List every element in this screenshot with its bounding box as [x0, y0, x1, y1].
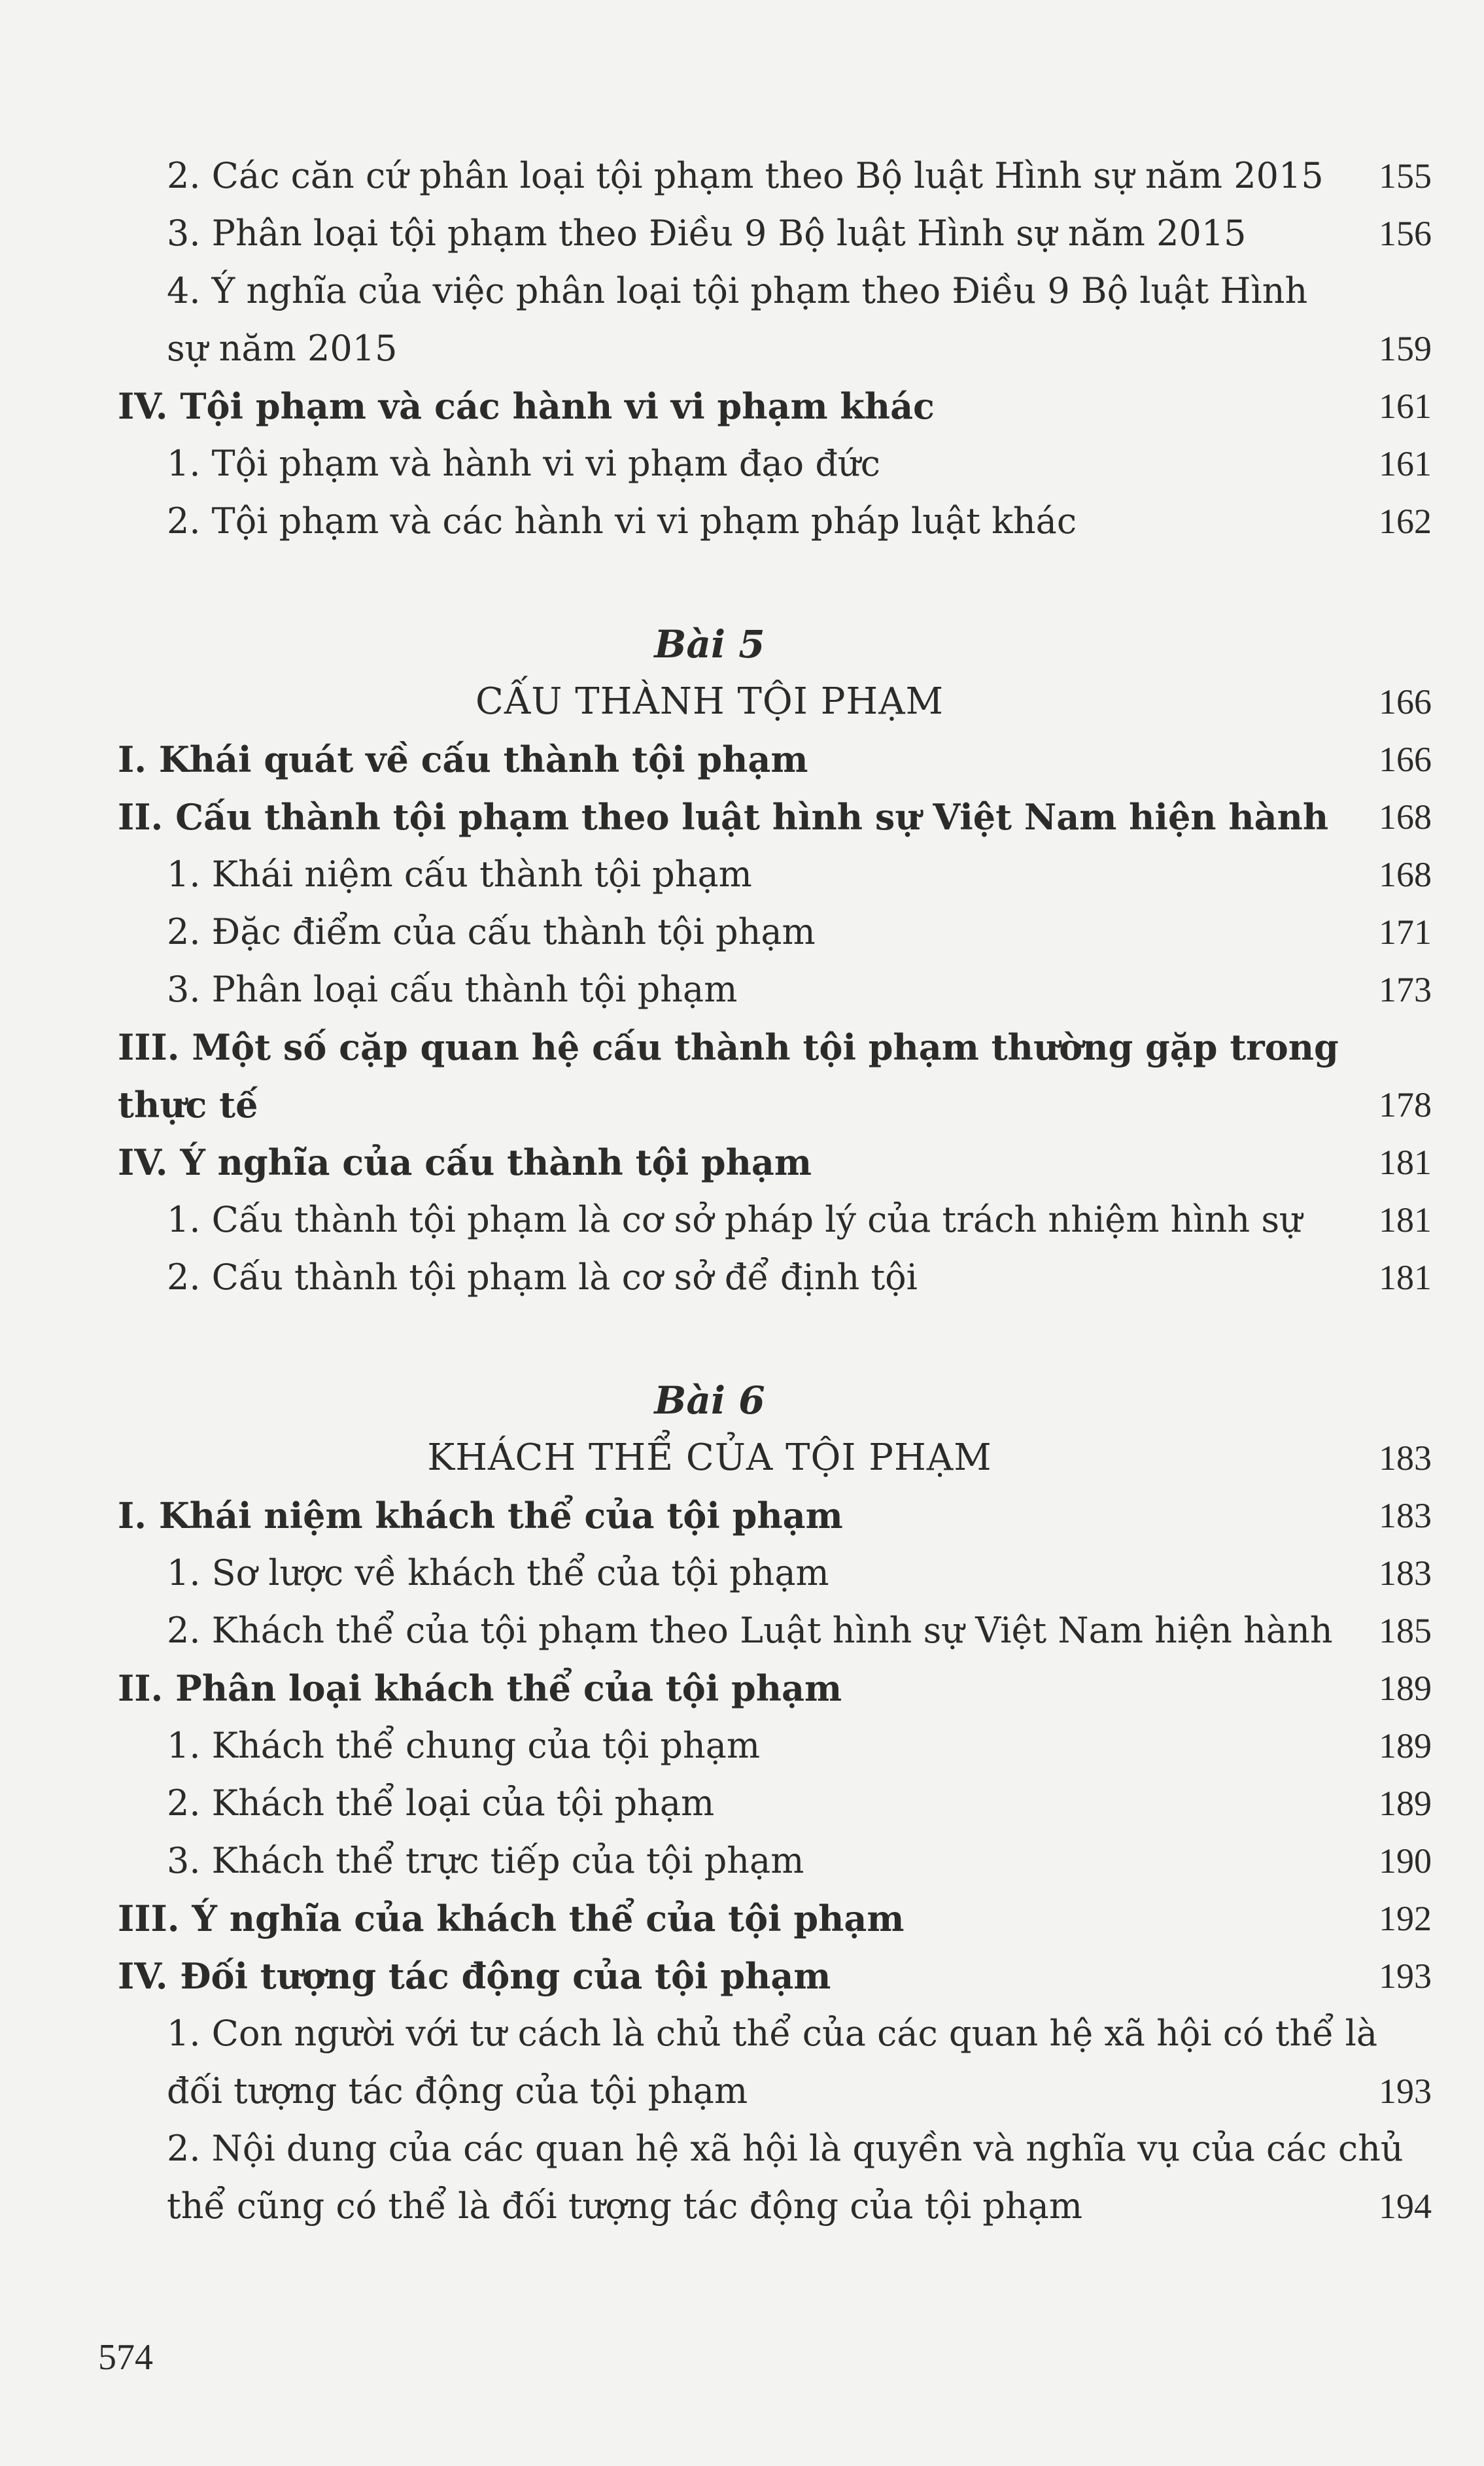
- toc-entry-text: I. Khái niệm khách thể của tội phạm: [118, 1495, 843, 1537]
- toc-entry-text: 1. Cấu thành tội phạm là cơ sở pháp lý của trách nhiệm hình sự: [167, 1199, 1302, 1240]
- toc-entry-text: 3. Phân loại cấu thành tội phạm: [167, 969, 738, 1010]
- toc-subentry: [118, 2005, 1432, 2062]
- toc-page-number: 178: [1379, 1085, 1432, 1124]
- toc-entry-text: II. Phân loại khách thể của tội phạm: [118, 1667, 842, 1709]
- lesson-label: Bài 5: [654, 622, 765, 667]
- toc-entry-text: III. Ý nghĩa của khách thể của tội phạm: [118, 1898, 905, 1939]
- toc-page-number: 162: [1379, 502, 1432, 541]
- toc-entry-text: II. Cấu thành tội phạm theo luật hình sự Việt Nam hiện hành: [118, 796, 1329, 838]
- toc-entry-text: 1. Tội phạm và hành vi vi phạm đạo đức: [167, 443, 880, 484]
- toc-subentry: [118, 1191, 1432, 1249]
- toc-entry-text: 2. Các căn cứ phân loại tội phạm theo Bộ luật Hình sự năm 2015: [167, 155, 1324, 196]
- toc-page-number: 185: [1379, 1611, 1432, 1650]
- toc-subentry: [118, 1775, 1432, 1832]
- toc-entry-text: IV. Đối tượng tác động của tội phạm: [118, 1955, 831, 1997]
- toc-entry-text: 2. Cấu thành tội phạm là cơ sở để định tội: [167, 1257, 918, 1298]
- toc-entry-text: IV. Tội phạm và các hành vi vi phạm khác: [118, 385, 935, 427]
- toc-subentry: [118, 1544, 1432, 1602]
- toc-subentry: [118, 1602, 1432, 1659]
- toc-heading-entry: [118, 1487, 1432, 1544]
- toc-entry-text: thể cũng có thể là đối tượng tác động của tội phạm: [167, 2185, 1083, 2227]
- lesson-page-number: 166: [1379, 682, 1432, 721]
- toc-entry-text: 3. Phân loại tội phạm theo Điều 9 Bộ luật Hình sự năm 2015: [167, 213, 1247, 254]
- toc-entry-text: IV. Ý nghĩa của cấu thành tội phạm: [118, 1141, 812, 1183]
- toc-entry-text: 1. Khái niệm cấu thành tội phạm: [167, 854, 752, 895]
- toc-entry-text: 2. Tội phạm và các hành vi vi phạm pháp luật khác: [167, 500, 1077, 542]
- toc-page-number: 166: [1379, 740, 1432, 779]
- toc-subentry: [118, 961, 1432, 1018]
- toc-page-number: 190: [1379, 1841, 1432, 1881]
- lesson-title-row: [118, 1429, 1432, 1487]
- toc-subentry: [118, 435, 1432, 493]
- lesson-label: Bài 6: [654, 1378, 765, 1423]
- toc-entry-text: I. Khái quát về cấu thành tội phạm: [118, 738, 808, 780]
- toc-subentry: [118, 262, 1432, 320]
- toc-heading-entry: [118, 377, 1432, 435]
- toc-subentry: [118, 1832, 1432, 1890]
- toc-heading-entry: [118, 788, 1432, 846]
- lesson-title: CẤU THÀNH TỘI PHẠM: [475, 680, 944, 723]
- toc-subentry: [118, 320, 1432, 377]
- toc-page-number: 159: [1379, 329, 1432, 368]
- toc-subentry: [118, 2120, 1432, 2178]
- toc-page-number: 168: [1379, 855, 1432, 894]
- toc-page-number: 189: [1379, 1784, 1432, 1823]
- toc-heading-entry: [118, 1890, 1432, 1947]
- toc-entry-text: 2. Đặc điểm của cấu thành tội phạm: [167, 911, 816, 952]
- toc-entry-text: sự năm 2015: [167, 328, 398, 369]
- toc-page-number: 181: [1379, 1200, 1432, 1240]
- lesson-title: KHÁCH THỂ CỦA TỘI PHẠM: [427, 1436, 992, 1479]
- lesson-page-number: 183: [1379, 1438, 1432, 1478]
- toc-entry-text: 4. Ý nghĩa của việc phân loại tội phạm theo Điều 9 Bộ luật Hình: [167, 270, 1308, 311]
- toc-entry-text: 2. Nội dung của các quan hệ xã hội là quyền và nghĩa vụ của các chủ: [167, 2128, 1404, 2169]
- toc-subentry: [118, 2062, 1432, 2120]
- toc-subentry: [118, 1717, 1432, 1775]
- toc-page-number: 189: [1379, 1726, 1432, 1765]
- toc-subentry: [118, 147, 1432, 205]
- toc-page-number: 173: [1379, 970, 1432, 1009]
- toc-heading-entry: [118, 1076, 1432, 1134]
- toc-heading-entry: [118, 731, 1432, 788]
- toc-page-number: 155: [1379, 156, 1432, 196]
- toc-entry-text: 3. Khách thể trực tiếp của tội phạm: [167, 1840, 804, 1881]
- toc-page-number: 193: [1379, 1956, 1432, 1996]
- toc-page-number: 161: [1379, 444, 1432, 483]
- toc-heading-entry: [118, 1659, 1432, 1717]
- toc-entry-text: 2. Khách thể loại của tội phạm: [167, 1782, 715, 1824]
- toc-page-number: 181: [1379, 1258, 1432, 1297]
- toc-page-number: 161: [1379, 387, 1432, 426]
- toc-entry-text: thực tế: [118, 1084, 258, 1126]
- toc-page-number: 171: [1379, 912, 1432, 952]
- toc-entry-text: 1. Khách thể chung của tội phạm: [167, 1725, 761, 1766]
- toc-subentry: [118, 846, 1432, 903]
- toc-entry-text: 1. Sơ lược về khách thể của tội phạm: [167, 1552, 829, 1593]
- toc-entry-text: III. Một số cặp quan hệ cấu thành tội phạm thường gặp trong: [118, 1026, 1339, 1068]
- toc-page-number: 168: [1379, 797, 1432, 837]
- page-number: 574: [98, 2337, 153, 2378]
- toc-page-number: 156: [1379, 214, 1432, 253]
- toc-entry-text: 1. Con người với tư cách là chủ thể của các quan hệ xã hội có thể là: [167, 2013, 1378, 2054]
- toc-heading-entry: [118, 1947, 1432, 2005]
- toc-page-number: 189: [1379, 1669, 1432, 1708]
- toc-page-number: 194: [1379, 2187, 1432, 2226]
- toc-subentry: [118, 493, 1432, 550]
- lesson-title-row: [118, 673, 1432, 731]
- toc-page-number: 181: [1379, 1143, 1432, 1182]
- toc-subentry: [118, 2178, 1432, 2235]
- toc-page-number: 192: [1379, 1899, 1432, 1938]
- toc-page-number: 193: [1379, 2072, 1432, 2111]
- toc-entry-text: đối tượng tác động của tội phạm: [167, 2070, 748, 2111]
- toc-heading-entry: [118, 1018, 1432, 1076]
- toc-page-number: 183: [1379, 1554, 1432, 1593]
- toc-entry-text: 2. Khách thể của tội phạm theo Luật hình sự Việt Nam hiện hành: [167, 1610, 1333, 1651]
- toc-heading-entry: [118, 1134, 1432, 1191]
- toc-page-number: 183: [1379, 1496, 1432, 1535]
- toc-subentry: [118, 1249, 1432, 1306]
- toc-subentry: [118, 903, 1432, 961]
- toc-subentry: [118, 205, 1432, 262]
